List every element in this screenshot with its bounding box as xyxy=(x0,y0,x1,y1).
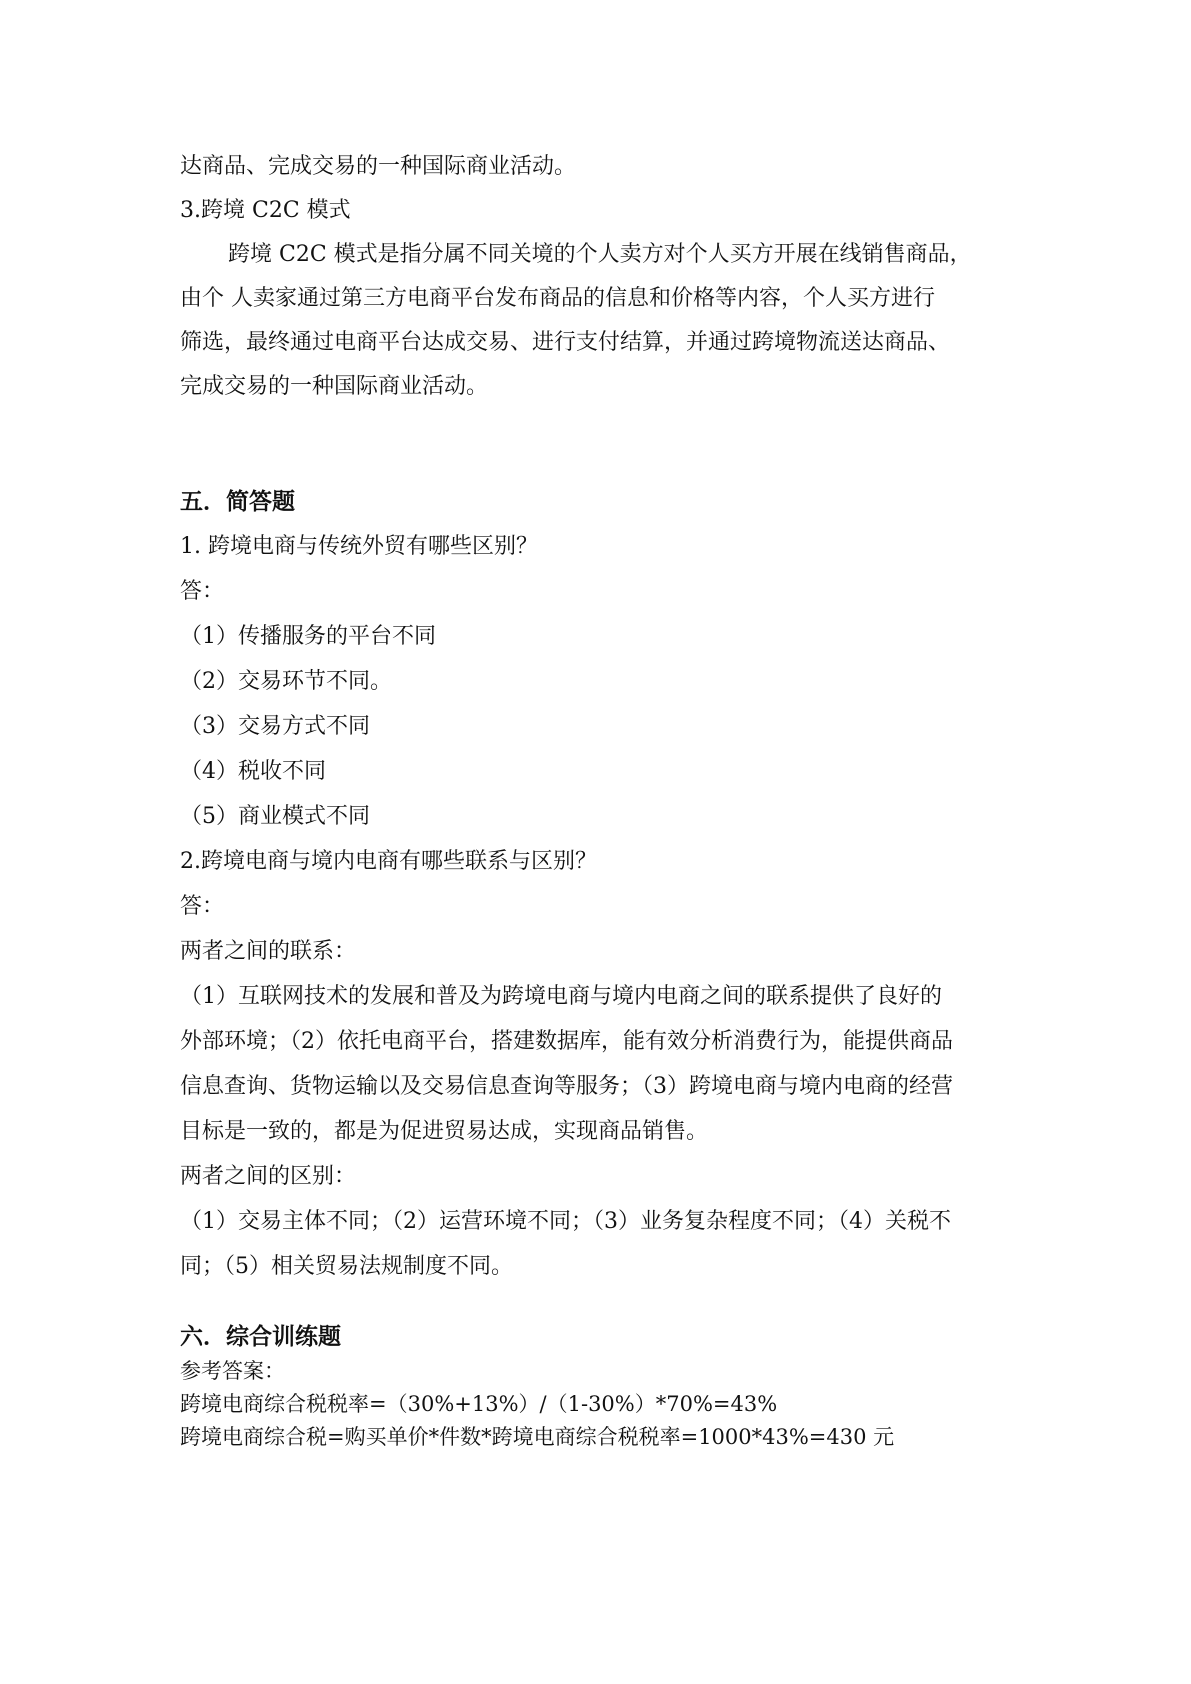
section-6-heading: 六．综合训练题 xyxy=(180,1323,341,1350)
difference-line: （1）交易主体不同；（2）运营环境不同；（3）业务复杂程度不同；（4）关税不 xyxy=(180,1209,951,1234)
c2c-paragraph-line: 跨境 C2C 模式是指分属不同关境的个人卖方对个人买方开展在线销售商品， xyxy=(228,242,972,267)
section-5-heading: 五．简答题 xyxy=(180,488,295,515)
c2c-paragraph-line: 完成交易的一种国际商业活动。 xyxy=(180,374,489,399)
relation-line: 目标是一致的，都是为促进贸易达成，实现商品销售。 xyxy=(180,1119,709,1144)
answer-item: （3）交易方式不同 xyxy=(180,714,370,739)
difference-label: 两者之间的区别： xyxy=(180,1164,357,1189)
relation-line: 信息查询、货物运输以及交易信息查询等服务；（3）跨境电商与境内电商的经营 xyxy=(180,1074,953,1099)
question-1: 1. 跨境电商与传统外贸有哪些区别？ xyxy=(180,534,538,559)
c2c-paragraph-line: 筛选，最终通过电商平台达成交易、进行支付结算，并通过跨境物流送达商品、 xyxy=(180,330,951,355)
difference-line: 同；（5）相关贸易法规制度不同。 xyxy=(180,1254,513,1279)
reference-answer-label: 参考答案： xyxy=(180,1359,285,1383)
intro-tail-text: 达商品、完成交易的一种国际商业活动。 xyxy=(180,154,577,179)
relation-label: 两者之间的联系： xyxy=(180,939,357,964)
c2c-subtitle: 3.跨境 C2C 模式 xyxy=(180,198,351,223)
relation-line: （1）互联网技术的发展和普及为跨境电商与境内电商之间的联系提供了良好的 xyxy=(180,984,942,1009)
answer-item: （4）税收不同 xyxy=(180,759,326,784)
answer-label: 答： xyxy=(180,894,225,919)
answer-item: （2）交易环节不同。 xyxy=(180,669,392,694)
answer-label: 答： xyxy=(180,579,225,604)
answer-item: （1）传播服务的平台不同 xyxy=(180,624,436,649)
answer-item: （5）商业模式不同 xyxy=(180,804,370,829)
formula-line: 跨境电商综合税=购买单价*件数*跨境电商综合税税率=1000*43%=430 元 xyxy=(180,1425,895,1449)
relation-line: 外部环境；（2）依托电商平台，搭建数据库，能有效分析消费行为，能提供商品 xyxy=(180,1029,953,1054)
question-2: 2.跨境电商与境内电商有哪些联系与区别？ xyxy=(180,849,597,874)
c2c-paragraph-line: 由个 人卖家通过第三方电商平台发布商品的信息和价格等内容，个人买方进行 xyxy=(180,286,935,311)
formula-line: 跨境电商综合税税率=（30%+13%）/（1-30%）*70%=43% xyxy=(180,1392,778,1416)
